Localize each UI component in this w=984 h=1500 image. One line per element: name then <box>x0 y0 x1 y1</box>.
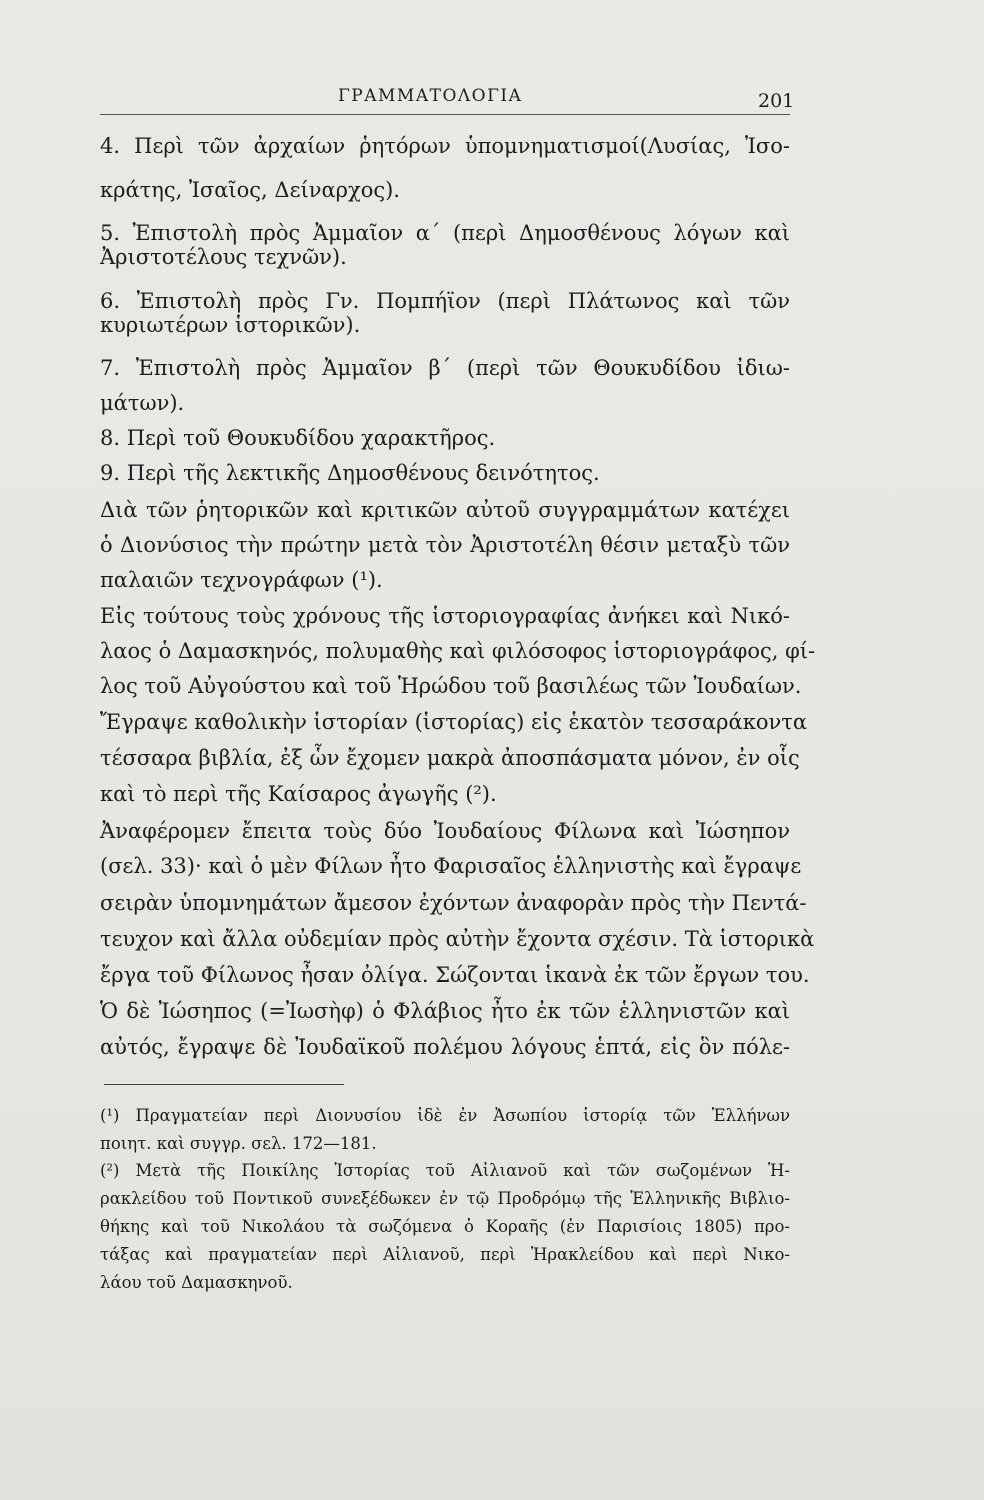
body-line: λαος ὁ Δαμασκηνός, πολυμαθὴς καὶ φιλόσοφος ἱστοριογράφος, φί- <box>100 639 816 663</box>
body-line: σειρὰν ὑπομνημάτων ἄμεσον ἐχόντων ἀναφορὰν πρὸς τὴν Πεντά- <box>100 891 807 915</box>
body-line: Διὰ τῶν ῥητορικῶν καὶ κριτικῶν αὐτοῦ συγγραμμάτων κατέχει <box>100 498 790 522</box>
body-line: ἔργα τοῦ Φίλωνος ἦσαν ὀλίγα. Σώζονται ἱκανὰ ἐκ τῶν ἔργων του. <box>100 963 810 987</box>
body-line: τευχον καὶ ἄλλα οὐδεμίαν πρὸς αὐτὴν ἔχοντα σχέσιν. Τὰ ἱστορικὰ <box>100 927 815 951</box>
footnote-line: ρακλείδου τοῦ Ποντικοῦ συνεξέδωκεν ἐν τῷ Προδρόμῳ τῆς Ἑλληνικῆς Βιβλιο- <box>100 1189 790 1208</box>
body-line: μάτων). <box>100 391 185 415</box>
page-number: 201 <box>758 90 795 112</box>
footnote-rule <box>104 1084 344 1085</box>
body-line: 7. Ἐπιστολὴ πρὸς Ἀμμαῖον β΄ (περὶ τῶν Θουκυδίδου ἰδιω- <box>100 356 790 380</box>
body-line: Ἔγραψε καθολικὴν ἱστορίαν (ἱστορίας) εἰς ἑκατὸν τεσσαράκοντα <box>100 710 808 734</box>
body-line: (σελ. 33)· καὶ ὁ μὲν Φίλων ἦτο Φαρισαῖος ἑλληνιστὴς καὶ ἔγραψε <box>100 854 802 878</box>
body-line: Ἀριστοτέλους τεχνῶν). <box>100 245 347 269</box>
body-line: καὶ τὸ περὶ τῆς Καίσαρος ἀγωγῆς (²). <box>100 782 497 806</box>
body-line: κράτης, Ἰσαῖος, Δείναρχος). <box>100 178 400 202</box>
body-line: 9. Περὶ τῆς λεκτικῆς Δημοσθένους δεινότητος. <box>100 461 600 485</box>
body-line: λος τοῦ Αὐγούστου καὶ τοῦ Ἡρώδου τοῦ βασιλέως τῶν Ἰουδαίων. <box>100 674 802 698</box>
body-line: Εἰς τούτους τοὺς χρόνους τῆς ἱστοριογραφίας ἀνήκει καὶ Νικό- <box>100 604 790 628</box>
footnote-line: (²) Μετὰ τῆς Ποικίλης Ἱστορίας τοῦ Αἰλιανοῦ καὶ τῶν σωζομένων Ἡ- <box>100 1161 790 1180</box>
running-header: ΓΡΑΜΜΑΤΟΛΟΓΙΑ <box>338 86 523 106</box>
body-line: 6. Ἐπιστολὴ πρὸς Γν. Πομπήϊον (περὶ Πλάτωνος καὶ τῶν <box>100 289 790 313</box>
body-line: παλαιῶν τεχνογράφων (¹). <box>100 568 383 592</box>
body-line: Ἀναφέρομεν ἔπειτα τοὺς δύο Ἰουδαίους Φίλωνα καὶ Ἰώσηπον <box>100 819 790 843</box>
footnote-line: λάου τοῦ Δαμασκηνοῦ. <box>100 1273 293 1292</box>
body-line: τέσσαρα βιβλία, ἐξ ὧν ἔχομεν μακρὰ ἀποσπάσματα μόνον, ἐν οἷς <box>100 746 800 770</box>
body-line: Ὁ δὲ Ἰώσηπος (=Ἰωσὴφ) ὁ Φλάβιος ἦτο ἐκ τῶν ἑλληνιστῶν καὶ <box>100 999 790 1023</box>
body-line: 5. Ἐπιστολὴ πρὸς Ἀμμαῖον α΄ (περὶ Δημοσθένους λόγων καὶ <box>100 221 790 245</box>
footnote-line: ποιητ. καὶ συγγρ. σελ. 172—181. <box>100 1134 377 1153</box>
body-line: 8. Περὶ τοῦ Θουκυδίδου χαρακτῆρος. <box>100 426 496 450</box>
header-rule <box>100 114 790 115</box>
footnote-line: (¹) Πραγματείαν περὶ Διονυσίου ἰδὲ ἐν Ἀσωπίου ἱστορίᾳ τῶν Ἑλλήνων <box>100 1106 790 1125</box>
body-line: αὐτός, ἔγραψε δὲ Ἰουδαϊκοῦ πολέμου λόγους ἑπτά, εἰς ὃν πόλε- <box>100 1035 790 1059</box>
body-line: ὁ Διονύσιος τὴν πρώτην μετὰ τὸν Ἀριστοτέλη θέσιν μεταξὺ τῶν <box>100 533 790 557</box>
footnote-line: τάξας καὶ πραγματείαν περὶ Αἰλιανοῦ, περὶ Ἡρακλείδου καὶ περὶ Νικο- <box>100 1245 790 1264</box>
body-line: 4. Περὶ τῶν ἀρχαίων ῥητόρων ὑπομνηματισμοί(Λυσίας, Ἰσο- <box>100 134 790 158</box>
footnote-line: θήκης καὶ τοῦ Νικολάου τὰ σωζόμενα ὁ Κοραῆς (ἐν Παρισίοις 1805) προ- <box>100 1217 790 1236</box>
body-line: κυριωτέρων ἱστορικῶν). <box>100 313 361 337</box>
